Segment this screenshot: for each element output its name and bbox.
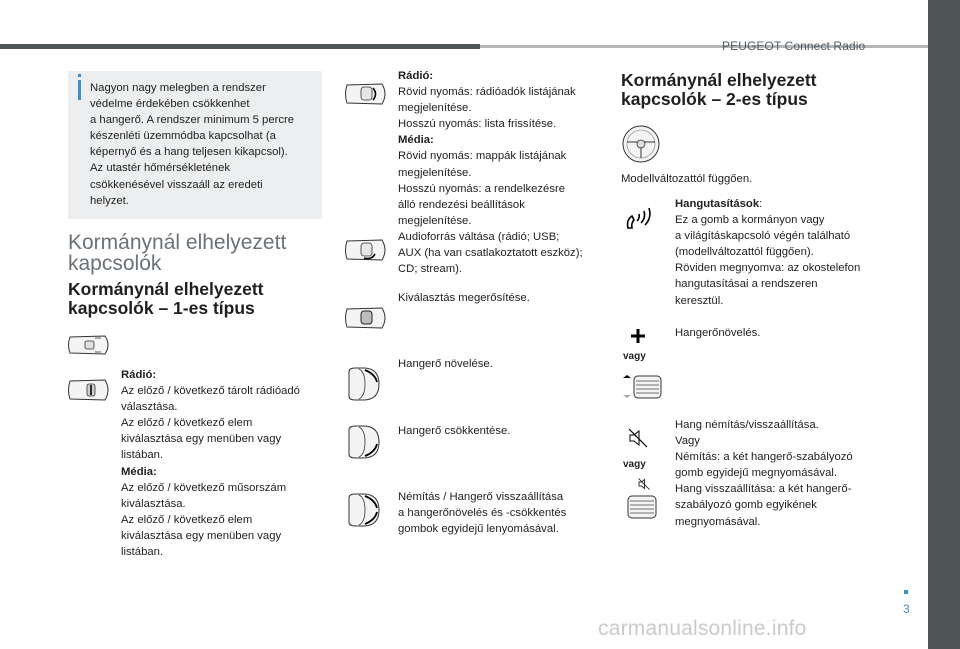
steering-wheel-icon — [620, 124, 662, 164]
type1-list-text: Rádió: Rövid nyomás: rádióadók listájának megjelenítése. Hosszú nyomás: lista frissítése. Média: Rövid nyomás: mappák listájának megjelenítése. Hosszú nyomás: a rendelkezésre álló rendezési beállítások megjelenítése. — [398, 70, 576, 227]
small-mute-icon — [638, 478, 650, 490]
voice-command-icon — [624, 204, 654, 234]
type1-vol-up-text: Hangerő növelése. — [398, 358, 493, 370]
header-title: PEUGEOT Connect Radio — [722, 39, 866, 53]
steering-switch-scroll-icon — [67, 378, 113, 402]
or-label-2: vagy — [623, 459, 646, 470]
type2-title: Kormánynál elhelyezett kapcsolók – 2-es típus — [621, 70, 817, 109]
switch-confirm-icon — [344, 306, 390, 330]
model-note: Modellváltozattól függően. — [621, 173, 753, 185]
volume-wheel-mute-icon — [626, 494, 658, 520]
type1-confirm-text: Kiválasztás megerősítése. — [398, 292, 530, 304]
page-marker — [904, 590, 908, 594]
type1-vol-down-text: Hangerő csökkentése. — [398, 425, 511, 437]
watermark: carmanualsonline.info — [598, 617, 807, 640]
volume-up-text: Hangerőnövelés. — [675, 327, 761, 339]
header-rule-dark — [0, 44, 480, 49]
info-icon-dot — [78, 74, 81, 77]
plus-icon — [630, 328, 646, 344]
mute-switch-icon — [345, 492, 381, 528]
type1-mute-text: Némítás / Hangerő visszaállítása a hangerőnövelés és -csökkentés gombok egyidejű lenyomásával. — [398, 491, 567, 536]
info-note-text: Nagyon nagy melegben a rendszer védelme érdekében csökkenhet a hangerő. A rendszer minimum 5 percre készenléti üzemmódba kapcsolhat (a képernyő és a hang teljesen kikapcsol). Az utastér hőmérsékletének csökkenésével visszaáll az eredeti helyzet. — [90, 82, 295, 207]
mute-icon — [628, 428, 648, 448]
info-icon — [78, 80, 81, 100]
volume-up-switch-icon — [345, 366, 381, 402]
page-side-strip — [928, 0, 960, 649]
type1-source-text: Audioforrás váltása (rádió; USB; AUX (ha van csatlakoztatott eszköz); CD; stream). — [398, 231, 583, 276]
switch-source-icon — [344, 238, 390, 262]
section-title: Kormánynál elhelyezett kapcsolók — [68, 231, 287, 275]
steering-switch-type1-icon — [67, 334, 113, 356]
volume-wheel-up-icon — [618, 374, 664, 400]
voice-command-text: Hangutasítások: Ez a gomb a kormányon vagy a világításkapcsoló végén található (modellváltozattól függően). Röviden megnyomva: az okostelefon hangutasításai a rendszeren keresztül. — [675, 198, 861, 307]
type1-title: Kormánynál elhelyezett kapcsolók – 1-es típus — [68, 279, 264, 318]
type1-radio-media-text: Rádió: Az előző / következő tárolt rádióadó választása. Az előző / következő elem kiválasztása egy menüben vagy listában. Média: Az előző / következő műsorszám kiválasztása. Az előző / következő elem kiválasztása egy menüben vagy listában. — [121, 369, 300, 559]
page-number: 3 — [903, 602, 910, 616]
or-label-1: vagy — [623, 351, 646, 362]
mute-text: Hang némítás/visszaállítása. Vagy Némítás: a két hangerő-szabályozó gomb egyidejű megnyomásával. Hang visszaállítása: a két hangerő- szabályozó gomb egyikének megnyomásával. — [675, 419, 853, 528]
volume-down-switch-icon — [345, 424, 381, 460]
switch-radio-list-icon — [344, 82, 390, 106]
